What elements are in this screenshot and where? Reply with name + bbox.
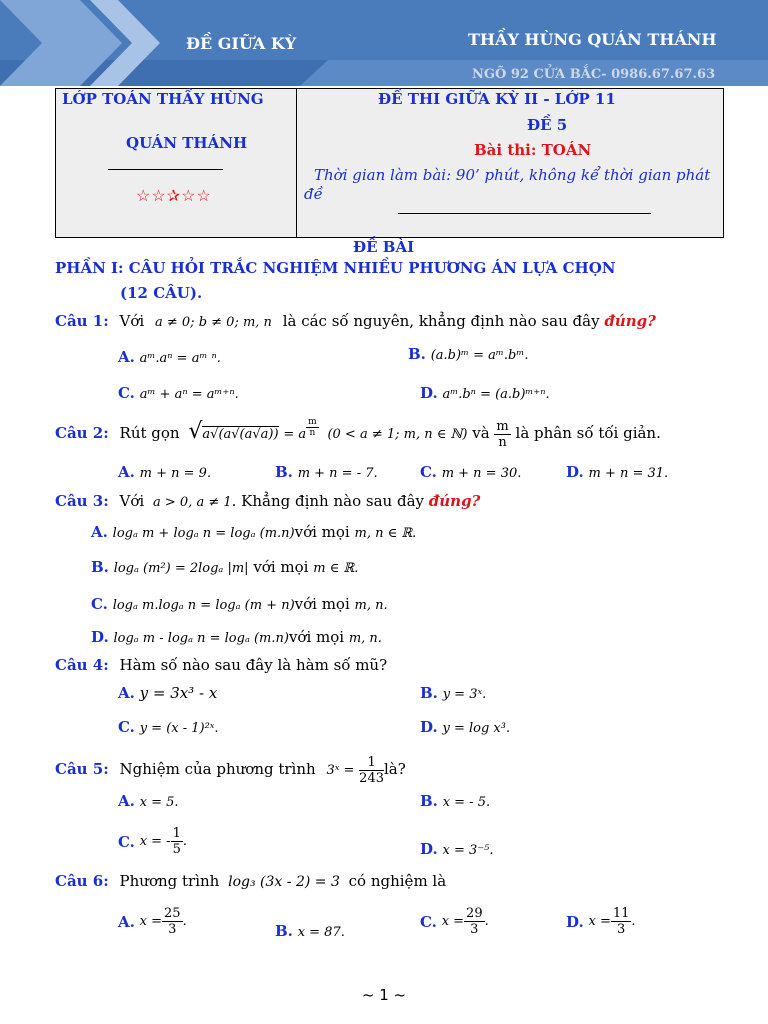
option-math: (a.b)ᵐ = aᵐ.bᵐ. (430, 348, 529, 363)
option-d[interactable] (420, 718, 510, 736)
stars-ornament: ☆☆✰☆☆ (136, 186, 212, 205)
math-expression: a > 0, a ≠ 1 (153, 495, 232, 510)
exam-time-underline (398, 213, 651, 214)
option-letter: C. (118, 833, 135, 851)
option-a[interactable] (118, 792, 179, 810)
math-fraction: $\frac{1}{5}$ (172, 825, 181, 857)
option-a[interactable] (118, 463, 211, 481)
option-math: aᵐ.aⁿ = aᵐ ⁿ. (139, 351, 221, 366)
option-text: với mọi (294, 595, 350, 613)
infobox-left (55, 88, 298, 238)
school-name: LỚP TOÁN THẦY HÙNG (62, 90, 264, 108)
option-math: logₐ (m²) = 2logₐ |m| (113, 561, 249, 576)
header-address: NGÕ 92 CỬA BẮC- 0986.67.67.63 (472, 67, 716, 82)
option-math: y = log x³. (442, 721, 511, 736)
option-letter: C. (118, 384, 135, 402)
option-math: x = 3⁻⁵. (442, 843, 494, 858)
option-letter: B. (408, 345, 426, 363)
option-letter: C. (420, 913, 437, 931)
emphasis-text: đúng? (604, 312, 656, 330)
option-math: m + n = - 7. (297, 466, 378, 481)
option-b[interactable] (420, 684, 486, 702)
option-math: logₐ m.logₐ n = logₐ (m + n) (112, 598, 295, 613)
exam-code: ĐỀ 5 (527, 116, 568, 134)
question-label: Câu 4: (55, 656, 109, 674)
question-text: Rút gọn (119, 424, 180, 442)
question-text: có nghiệm là (348, 872, 447, 890)
option-math: x = 5. (139, 795, 179, 810)
option-letter: A. (91, 523, 108, 541)
question-text: . Khẳng định nào sau đây (231, 492, 424, 510)
question-text: Phương trình (119, 872, 220, 890)
option-c[interactable] (420, 463, 521, 481)
math-expression: = a (283, 427, 307, 442)
question-text: Nghiệm của phương trình (119, 760, 316, 778)
math-expression: log₃ (3x - 2) = 3 (228, 874, 340, 890)
exponent-fraction: $\frac{m}{n}$ (308, 417, 317, 438)
option-math: x = (139, 914, 163, 929)
option-math: m + n = 9. (139, 466, 212, 481)
exam-title: ĐỀ THI GIỮA KỲ II - LỚP 11 (378, 90, 616, 108)
option-math: y = (x - 1)²ˣ. (139, 721, 219, 736)
school-name-line2: QUÁN THÁNH (126, 134, 248, 152)
question-label: Câu 3: (55, 492, 109, 510)
option-letter: B. (275, 463, 293, 481)
option-letter: B. (91, 558, 109, 576)
option-d[interactable] (420, 384, 550, 402)
header-left-title: ĐỀ GIỮA KỲ (186, 34, 297, 53)
option-b[interactable] (420, 792, 490, 810)
question-text: là phân số tối giản. (515, 424, 661, 442)
part-title-line2: (12 CÂU). (120, 284, 203, 302)
option-math: aᵐ + aⁿ = aᵐ⁺ⁿ. (139, 387, 239, 402)
question-5 (55, 752, 406, 786)
part-title: PHẦN I: CÂU HỎI TRẮC NGHIỆM NHIỀU PHƯƠNG ÁN LỰA CHỌN (55, 259, 616, 277)
question-text: là các số nguyên, khẳng định nào sau đây (282, 312, 600, 330)
option-letter: A. (118, 348, 135, 366)
math-fraction: $\frac{25}{3}$ (164, 905, 181, 937)
question-text: và (472, 424, 490, 442)
option-letter: C. (420, 463, 437, 481)
math-expression: 3ˣ = (326, 763, 355, 778)
question-4 (55, 656, 387, 674)
option-math: x = 87. (297, 925, 345, 940)
option-c[interactable] (118, 718, 219, 736)
option-c[interactable]: C. x = - $\frac{1}{5}$ . (118, 825, 187, 857)
option-a[interactable] (118, 348, 221, 366)
question-2 (55, 415, 661, 449)
option-letter: D. (566, 463, 584, 481)
option-math: y = 3ˣ. (442, 687, 487, 702)
question-label: Câu 6: (55, 872, 109, 890)
option-b[interactable] (275, 463, 378, 481)
math-fraction: $\frac{11}{3}$ (612, 905, 630, 937)
math-fraction: $\frac{29}{3}$ (466, 905, 483, 937)
option-math: m, n. (354, 598, 388, 613)
option-letter: D. (566, 913, 584, 931)
option-math: m, n ∈ ℝ. (354, 526, 417, 541)
option-c[interactable] (118, 384, 239, 402)
option-letter: D. (420, 718, 438, 736)
option-d[interactable] (420, 840, 493, 858)
option-letter: A. (118, 792, 135, 810)
option-letter: A. (118, 684, 135, 702)
option-text: với mọi (294, 523, 350, 541)
option-d[interactable] (91, 628, 382, 646)
math-condition: (0 < a ≠ 1; m, n ∈ ℕ) (327, 427, 468, 442)
option-a[interactable] (118, 684, 217, 702)
option-math: m, n. (348, 631, 382, 646)
school-underline (108, 169, 223, 170)
option-d[interactable] (566, 463, 668, 481)
option-b[interactable] (408, 345, 528, 363)
option-b[interactable] (91, 558, 358, 576)
question-3 (55, 492, 480, 510)
section-title: ĐỀ BÀI (353, 238, 415, 256)
option-c[interactable]: C. x = $\frac{29}{3}$ . (420, 905, 489, 937)
option-b[interactable] (275, 922, 345, 940)
exam-time: Thời gian làm bài: 90’ phút, không kể thời gian phát đề (304, 166, 711, 203)
question-6 (55, 872, 446, 890)
infobox-right (296, 88, 724, 238)
exam-subject: Bài thi: TOÁN (474, 141, 592, 159)
option-d[interactable]: D. x = $\frac{11}{3}$ . (566, 905, 636, 937)
question-text: là? (384, 760, 406, 778)
option-a[interactable] (91, 523, 416, 541)
question-text: Hàm số nào sau đây là hàm số mũ? (119, 656, 388, 674)
question-1 (55, 312, 656, 330)
option-math: x = (441, 914, 465, 929)
option-math: x = - 5. (442, 795, 491, 810)
option-math: logₐ m - logₐ n = logₐ (m.n) (113, 631, 289, 646)
option-letter: C. (118, 718, 135, 736)
option-math: x = (588, 914, 611, 929)
header-right-title: THẦY HÙNG QUÁN THÁNH (468, 30, 717, 49)
question-label: Câu 2: (55, 424, 109, 442)
question-label: Câu 5: (55, 760, 109, 778)
chevron-icon (0, 0, 170, 86)
option-math: m ∈ ℝ. (313, 561, 359, 576)
option-math: aᵐ.bⁿ = (a.b)ᵐ⁺ⁿ. (442, 387, 550, 402)
math-expression: a ≠ 0; b ≠ 0; m, n (155, 315, 272, 330)
math-fraction: $\frac{m}{n}$ (496, 418, 509, 450)
page-number: ~ 1 ~ (361, 986, 407, 1004)
option-letter: B. (275, 922, 293, 940)
option-letter: B. (420, 684, 438, 702)
option-math: logₐ m + logₐ n = logₐ (m.n) (112, 526, 295, 541)
option-math: m + n = 31. (588, 466, 669, 481)
option-letter: D. (420, 384, 438, 402)
option-letter: D. (420, 840, 438, 858)
option-text: với mọi (253, 558, 309, 576)
option-a[interactable]: A. x = $\frac{25}{3}$ . (118, 905, 187, 937)
option-text: với mọi (288, 628, 345, 646)
option-letter: A. (118, 913, 135, 931)
question-text: Với (119, 312, 145, 330)
option-math: x = - (139, 834, 171, 849)
option-letter: D. (91, 628, 109, 646)
option-letter: A. (118, 463, 135, 481)
option-c[interactable] (91, 595, 388, 613)
emphasis-text: đúng? (428, 492, 481, 510)
option-math: m + n = 30. (441, 466, 522, 481)
option-letter: C. (91, 595, 108, 613)
option-math: y = 3x³ - x (139, 684, 218, 702)
math-fraction: $\frac{1}{243}$ (359, 754, 384, 786)
option-letter: B. (420, 792, 438, 810)
radical-expression: √a√(a√(a√a)) (188, 419, 279, 444)
question-text: Với (119, 492, 145, 510)
question-label: Câu 1: (55, 312, 109, 330)
